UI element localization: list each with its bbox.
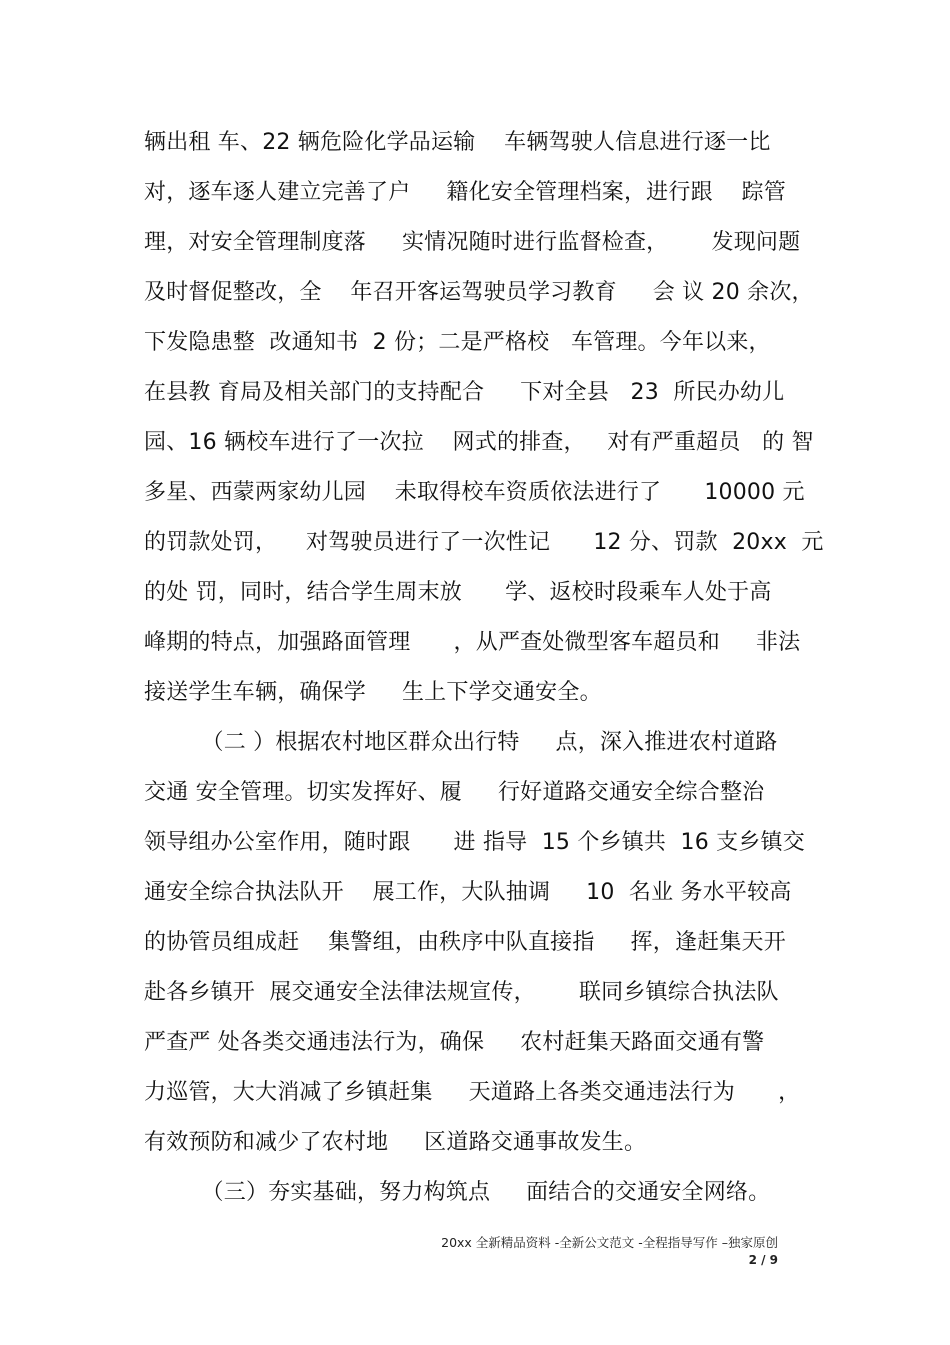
text-line: 的罚款处罚， 对驾驶员进行了一次性记 12 分、罚款 20xx 元 bbox=[144, 530, 824, 555]
text-line: （三）夯实基础，努力构筑点 面结合的交通安全网络。 bbox=[144, 1180, 771, 1205]
page-footer: 20xx 全新精品资料 -全新公文范文 -全程指导写作 –独家原创 bbox=[441, 1235, 778, 1250]
text-line: 理，对安全管理制度落 实情况随时进行监督检查， 发现问题 bbox=[144, 230, 801, 255]
text-line: 下发隐患整 改通知书 2 份；二是严格校 车管理。今年以来， bbox=[144, 330, 771, 355]
text-line: 园、16 辆校车进行了一次拉 网式的排查， 对有严重超员 的 智 bbox=[144, 430, 814, 455]
text-line: 多星、西蒙两家幼儿园 未取得校车资质依法进行了 10000 元 bbox=[144, 480, 805, 505]
text-line: 峰期的特点，加强路面管理 ，从严查处微型客车超员和 非法 bbox=[144, 630, 801, 655]
text-line: 对，逐车逐人建立完善了户 籍化安全管理档案，进行跟 踪管 bbox=[144, 180, 786, 205]
text-line: 及时督促整改，全 年召开客运驾驶员学习教育 会 议 20 余次， bbox=[144, 280, 814, 305]
text-line: 接送学生车辆，确保学 生上下学交通安全。 bbox=[144, 680, 602, 705]
body-text bbox=[144, 118, 824, 1218]
text-line: （二 ）根据农村地区群众出行特 点，深入推进农村道路 bbox=[144, 730, 778, 755]
page-number: 2 / 9 bbox=[748, 1253, 778, 1267]
text-line: 在县教 育局及相关部门的支持配合 下对全县 23 所民办幼儿 bbox=[144, 380, 785, 405]
text-line: 辆出租 车、22 辆危险化学品运输 车辆驾驶人信息进行逐一比 bbox=[144, 130, 771, 155]
text-line: 有效预防和减少了农村地 区道路交通事故发生。 bbox=[144, 1130, 647, 1155]
text-line: 的处 罚，同时，结合学生周末放 学、返校时段乘车人处于高 bbox=[144, 580, 772, 605]
text-line: 赴各乡镇开 展交通安全法律法规宣传， 联同乡镇综合执法队 bbox=[144, 980, 779, 1005]
text-line: 严查严 处各类交通违法行为，确保 农村赶集天路面交通有警 bbox=[144, 1030, 765, 1055]
text-line: 的协管员组成赶 集警组，由秩序中队直接指 挥，逢赶集天开 bbox=[144, 930, 786, 955]
text-line: 交通 安全管理。切实发挥好、履 行好道路交通安全综合整治 bbox=[144, 780, 765, 805]
text-line: 通安全综合执法队开 展工作，大队抽调 10 名业 务水平较高 bbox=[144, 880, 792, 905]
text-line: 力巡管，大大消减了乡镇赶集 天道路上各类交通违法行为 ， bbox=[144, 1080, 801, 1105]
text-line: 领导组办公室作用，随时跟 进 指导 15 个乡镇共 16 支乡镇交 bbox=[144, 830, 805, 855]
